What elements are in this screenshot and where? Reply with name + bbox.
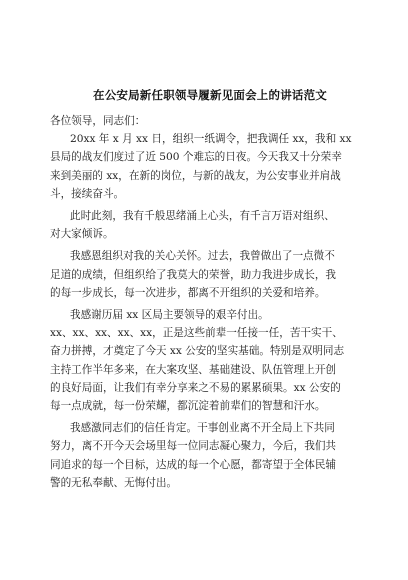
text-line: 20xx 年 x 月 xx 日，组织一纸调令，把我调任 xx，我和 xx xyxy=(70,133,352,146)
text-line: 我感谢历届 xx 区局主要领导的艰辛付出。 xyxy=(70,309,269,322)
text-line: 每一点成就，每一份荣耀，都沉淀着前辈们的智慧和汗水。 xyxy=(50,400,326,413)
text-line: 各位领导，同志们： xyxy=(50,115,146,127)
text-line: xx、xx、xx、xx、xx，正是这些前辈一任接一任，苦干实干、 xyxy=(50,327,343,340)
text-line: 的良好局面，让我们有幸分享来之不易的累累硕果。xx 公安的 xyxy=(50,381,341,394)
text-line: 足道的成绩，但组织给了我莫大的荣誉，助力我进步成长，我 xyxy=(50,268,337,281)
text-line: 县局的战友们度过了近 500 个难忘的日夜。今天我又十分荣幸 xyxy=(50,151,342,164)
paragraph-5 xyxy=(50,324,358,415)
text-line: 警的无私奉献、无悔付出。 xyxy=(50,476,178,489)
text-line: 努力，离不开今天会场里每一位同志凝心聚力，今后，我们共 xyxy=(50,440,337,453)
text-line: 奋力拼搏，才奠定了今天 xx 公安的坚实基础。特别是双明同志 xyxy=(50,345,345,358)
paragraph-2 xyxy=(50,207,358,243)
paragraph-1 xyxy=(50,130,358,203)
text-line: 此时此刻，我有千般思绪涌上心头，有千言万语对组织、 xyxy=(70,210,335,223)
text-line: 我感激同志们的信任肯定。干事创业离不开全局上下共同 xyxy=(70,422,335,435)
text-line: 同追求的每一个目标，达成的每一个心愿，都寄望于全体民辅 xyxy=(50,458,337,471)
text-line: 来到美丽的 xx，在新的岗位，与新的战友，为公安事业并肩战 xyxy=(50,169,341,182)
text-line: 我感恩组织对我的关心关怀。过去，我曾做出了一点微不 xyxy=(70,250,335,263)
paragraph-3 xyxy=(50,247,358,302)
document-title: 在公安局新任职领导履新见面会上的讲话范文 xyxy=(93,88,327,102)
salutation-paragraph xyxy=(50,112,358,130)
text-line: 对大家倾诉。 xyxy=(50,228,114,241)
text-line: 的每一步成长，每一次进步，都离不开组织的关爱和培养。 xyxy=(50,286,326,299)
paragraph-6 xyxy=(50,419,358,492)
text-line: 斗，接续奋斗。 xyxy=(50,187,125,200)
document-body xyxy=(50,112,358,492)
text-line: 主持工作半年多来，在大案攻坚、基础建设、队伍管理上开创 xyxy=(50,363,337,376)
paragraph-4 xyxy=(50,306,358,324)
